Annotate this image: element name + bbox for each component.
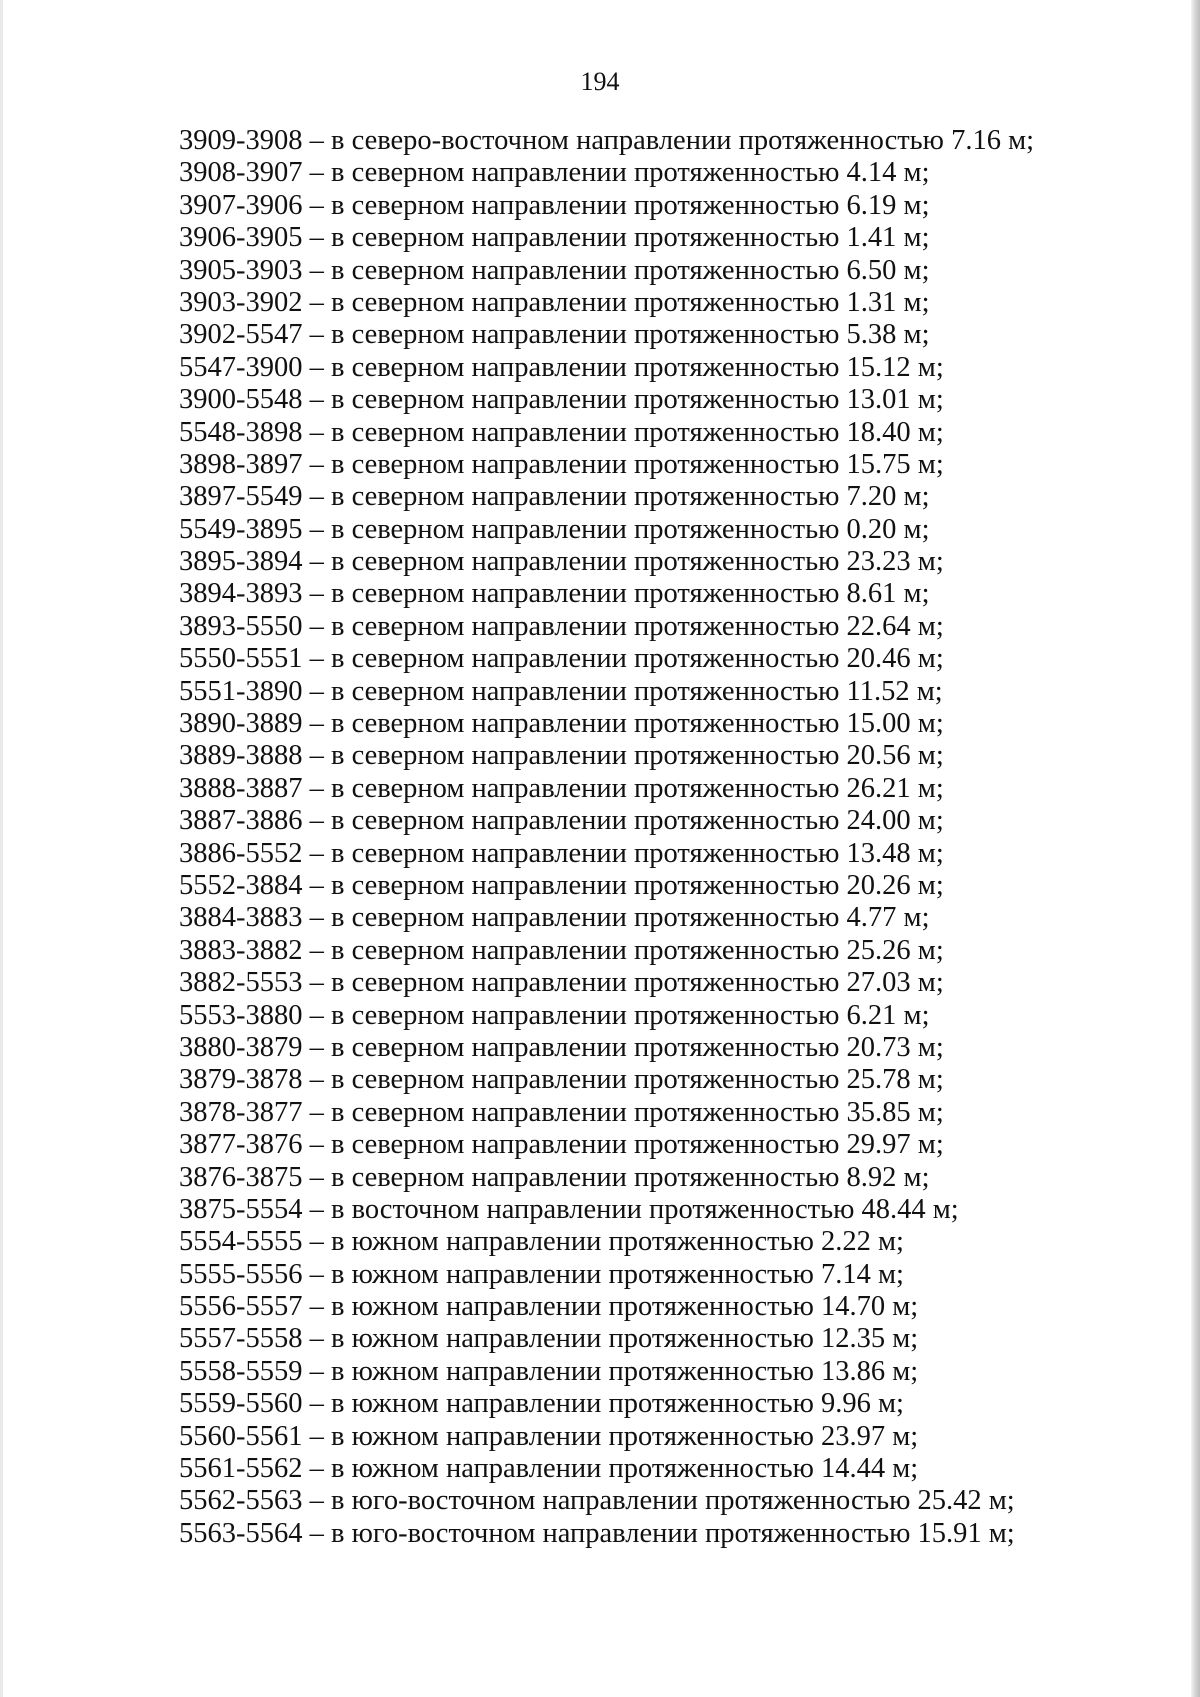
boundary-segment-line: 3894-3893 – в северном направлении протяженностью 8.61 м; [179, 578, 930, 610]
boundary-segment-line: 5555-5556 – в южном направлении протяженностью 7.14 м; [179, 1258, 904, 1290]
boundary-segment-line: 5562-5563 – в юго-восточном направлении протяженностью 25.42 м; [179, 1485, 1015, 1517]
boundary-segment-line: 5556-5557 – в южном направлении протяженностью 14.70 м; [179, 1291, 919, 1323]
boundary-segment-line: 5554-5555 – в южном направлении протяженностью 2.22 м; [179, 1226, 904, 1258]
boundary-segment-line: 3877-3876 – в северном направлении протяженностью 29.97 м; [179, 1129, 944, 1161]
scan-edge-left [0, 0, 3, 1697]
boundary-segment-line: 5549-3895 – в северном направлении протяженностью 0.20 м; [179, 513, 930, 545]
boundary-segment-line: 3905-3903 – в северном направлении протяженностью 6.50 м; [179, 254, 930, 286]
boundary-segment-line: 3876-3875 – в северном направлении протяженностью 8.92 м; [179, 1161, 930, 1193]
boundary-segment-line: 5548-3898 – в северном направлении протяженностью 18.40 м; [179, 416, 944, 448]
boundary-segment-line: 5558-5559 – в южном направлении протяженностью 13.86 м; [179, 1355, 919, 1387]
boundary-segment-line: 3908-3907 – в северном направлении протяженностью 4.14 м; [179, 157, 930, 189]
boundary-segment-line: 5551-3890 – в северном направлении протяженностью 11.52 м; [179, 675, 943, 707]
boundary-segment-line: 3890-3889 – в северном направлении протяженностью 15.00 м; [179, 708, 944, 740]
boundary-segment-line: 5550-5551 – в северном направлении протяженностью 20.46 м; [179, 643, 944, 675]
boundary-segment-line: 3897-5549 – в северном направлении протяженностью 7.20 м; [179, 481, 930, 513]
boundary-segment-line: 3884-3883 – в северном направлении протяженностью 4.77 м; [179, 902, 930, 934]
boundary-segment-line: 3879-3878 – в северном направлении протяженностью 25.78 м; [179, 1064, 944, 1096]
page-number: 194 [580, 67, 620, 96]
boundary-segment-line: 3893-5550 – в северном направлении протяженностью 22.64 м; [179, 610, 944, 642]
boundary-segment-line: 3903-3902 – в северном направлении протяженностью 1.31 м; [179, 286, 930, 318]
boundary-segment-line: 3888-3887 – в северном направлении протяженностью 26.21 м; [179, 772, 944, 804]
boundary-segment-line: 3882-5553 – в северном направлении протяженностью 27.03 м; [179, 967, 944, 999]
boundary-segment-line: 5552-3884 – в северном направлении протяженностью 20.26 м; [179, 869, 944, 901]
boundary-segment-list [179, 125, 1079, 1550]
boundary-segment-line: 5561-5562 – в южном направлении протяженностью 14.44 м; [179, 1453, 919, 1485]
boundary-segment-line: 5560-5561 – в южном направлении протяженностью 23.97 м; [179, 1420, 919, 1452]
boundary-segment-line: 3875-5554 – в восточном направлении протяженностью 48.44 м; [179, 1193, 959, 1225]
boundary-segment-line: 3898-3897 – в северном направлении протяженностью 15.75 м; [179, 448, 944, 480]
boundary-segment-line: 3907-3906 – в северном направлении протяженностью 6.19 м; [179, 189, 930, 221]
boundary-segment-line: 5553-3880 – в северном направлении протяженностью 6.21 м; [179, 999, 930, 1031]
boundary-segment-line: 3902-5547 – в северном направлении протяженностью 5.38 м; [179, 319, 930, 351]
boundary-segment-line: 3900-5548 – в северном направлении протяженностью 13.01 м; [179, 384, 944, 416]
boundary-segment-line: 3906-3905 – в северном направлении протяженностью 1.41 м; [179, 222, 930, 254]
boundary-segment-line: 3887-3886 – в северном направлении протяженностью 24.00 м; [179, 805, 944, 837]
boundary-segment-line: 5547-3900 – в северном направлении протяженностью 15.12 м; [179, 351, 944, 383]
boundary-segment-line: 5559-5560 – в южном направлении протяженностью 9.96 м; [179, 1388, 904, 1420]
boundary-segment-line: 3886-5552 – в северном направлении протяженностью 13.48 м; [179, 837, 944, 869]
boundary-segment-line: 5557-5558 – в южном направлении протяженностью 12.35 м; [179, 1323, 919, 1355]
boundary-segment-line: 3880-3879 – в северном направлении протяженностью 20.73 м; [179, 1031, 944, 1063]
scan-edge-right [1191, 0, 1200, 1697]
boundary-segment-line: 3895-3894 – в северном направлении протяженностью 23.23 м; [179, 546, 944, 578]
boundary-segment-line: 3889-3888 – в северном направлении протяженностью 20.56 м; [179, 740, 944, 772]
boundary-segment-line: 3909-3908 – в северо-восточном направлении протяженностью 7.16 м; [179, 125, 1035, 156]
boundary-segment-line: 3883-3882 – в северном направлении протяженностью 25.26 м; [179, 934, 944, 966]
boundary-segment-line: 5563-5564 – в юго-восточном направлении протяженностью 15.91 м; [179, 1517, 1015, 1549]
boundary-segment-line: 3878-3877 – в северном направлении протяженностью 35.85 м; [179, 1096, 944, 1128]
